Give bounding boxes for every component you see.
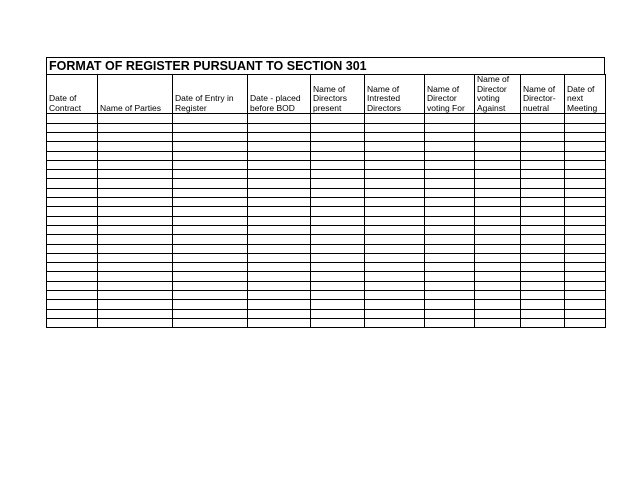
table-row — [47, 235, 606, 244]
table-cell[interactable] — [365, 309, 425, 318]
table-cell[interactable] — [173, 253, 248, 262]
table-cell[interactable] — [425, 309, 475, 318]
table-cell[interactable] — [565, 291, 606, 300]
table-cell[interactable] — [475, 207, 521, 216]
table-cell[interactable] — [475, 179, 521, 188]
table-cell[interactable] — [98, 142, 173, 151]
table-row — [47, 225, 606, 234]
table-cell[interactable] — [521, 142, 565, 151]
table-cell[interactable] — [521, 272, 565, 281]
table-row — [47, 188, 606, 197]
table-cell[interactable] — [475, 318, 521, 327]
table-cell[interactable] — [365, 151, 425, 160]
table-cell[interactable] — [365, 207, 425, 216]
table-cell[interactable] — [475, 263, 521, 272]
table-cell[interactable] — [311, 142, 365, 151]
table-cell[interactable] — [248, 142, 311, 151]
register-table — [46, 74, 606, 328]
table-cell[interactable] — [47, 309, 98, 318]
table-cell[interactable] — [248, 179, 311, 188]
table-row — [47, 207, 606, 216]
col-date-of-entry: Date of Entry in Register — [173, 75, 248, 114]
table-cell[interactable] — [565, 151, 606, 160]
table-cell[interactable] — [173, 114, 248, 123]
table-cell[interactable] — [98, 281, 173, 290]
table-cell[interactable] — [311, 132, 365, 141]
table-cell[interactable] — [248, 198, 311, 207]
table-cell[interactable] — [565, 235, 606, 244]
table-cell[interactable] — [425, 253, 475, 262]
table-cell[interactable] — [47, 216, 98, 225]
table-cell[interactable] — [475, 272, 521, 281]
table-cell[interactable] — [98, 300, 173, 309]
table-row — [47, 216, 606, 225]
table-cell[interactable] — [248, 207, 311, 216]
table-cell[interactable] — [248, 132, 311, 141]
table-cell[interactable] — [475, 142, 521, 151]
table-cell[interactable] — [311, 225, 365, 234]
table-cell[interactable] — [565, 216, 606, 225]
col-directors-present: Name of Directors present — [311, 75, 365, 114]
table-cell[interactable] — [98, 198, 173, 207]
table-cell[interactable] — [311, 123, 365, 132]
table-cell[interactable] — [521, 216, 565, 225]
table-cell[interactable] — [475, 188, 521, 197]
table-cell[interactable] — [565, 318, 606, 327]
col-voting-for: Name of Director voting For — [425, 75, 475, 114]
table-cell[interactable] — [311, 272, 365, 281]
table-cell[interactable] — [311, 114, 365, 123]
col-name-of-parties: Name of Parties — [98, 75, 173, 114]
register-sheet — [46, 57, 605, 328]
table-cell[interactable] — [521, 114, 565, 123]
table-cell[interactable] — [521, 160, 565, 169]
table-cell[interactable] — [425, 235, 475, 244]
table-cell[interactable] — [475, 235, 521, 244]
table-cell[interactable] — [98, 170, 173, 179]
table-cell[interactable] — [565, 179, 606, 188]
table-row — [47, 179, 606, 188]
table-cell[interactable] — [98, 225, 173, 234]
table-cell[interactable] — [425, 160, 475, 169]
table-cell[interactable] — [248, 188, 311, 197]
table-cell[interactable] — [248, 272, 311, 281]
table-cell[interactable] — [47, 132, 98, 141]
table-cell[interactable] — [565, 272, 606, 281]
table-cell[interactable] — [565, 170, 606, 179]
col-voting-against: Name of Director voting Against — [475, 75, 521, 114]
table-row — [47, 300, 606, 309]
table-cell[interactable] — [565, 263, 606, 272]
table-cell[interactable] — [98, 244, 173, 253]
table-row — [47, 309, 606, 318]
table-cell[interactable] — [521, 263, 565, 272]
table-cell[interactable] — [173, 216, 248, 225]
table-cell[interactable] — [311, 291, 365, 300]
table-cell[interactable] — [311, 281, 365, 290]
table-cell[interactable] — [565, 132, 606, 141]
col-interested-directors: Name of Intrested Directors — [365, 75, 425, 114]
table-row — [47, 170, 606, 179]
table-row — [47, 253, 606, 262]
table-cell[interactable] — [173, 123, 248, 132]
table-cell[interactable] — [47, 281, 98, 290]
table-cell[interactable] — [311, 207, 365, 216]
table-cell[interactable] — [425, 114, 475, 123]
col-date-of-contract: Date of Contract — [47, 75, 98, 114]
table-cell[interactable] — [365, 198, 425, 207]
table-cell[interactable] — [47, 142, 98, 151]
table-cell[interactable] — [98, 160, 173, 169]
table-cell[interactable] — [47, 179, 98, 188]
table-cell[interactable] — [173, 142, 248, 151]
table-cell[interactable] — [565, 160, 606, 169]
table-cell[interactable] — [565, 253, 606, 262]
table-cell[interactable] — [173, 291, 248, 300]
table-cell[interactable] — [425, 272, 475, 281]
table-cell[interactable] — [565, 198, 606, 207]
register-body — [47, 114, 606, 328]
table-cell[interactable] — [365, 244, 425, 253]
table-cell[interactable] — [565, 309, 606, 318]
table-cell[interactable] — [98, 235, 173, 244]
table-row — [47, 291, 606, 300]
table-cell[interactable] — [248, 225, 311, 234]
table-cell[interactable] — [173, 198, 248, 207]
table-cell[interactable] — [475, 170, 521, 179]
table-row — [47, 318, 606, 327]
table-cell[interactable] — [475, 309, 521, 318]
table-row — [47, 281, 606, 290]
table-cell[interactable] — [365, 291, 425, 300]
table-cell[interactable] — [425, 207, 475, 216]
table-cell[interactable] — [173, 281, 248, 290]
table-cell[interactable] — [98, 179, 173, 188]
table-cell[interactable] — [365, 281, 425, 290]
table-cell[interactable] — [98, 132, 173, 141]
table-cell[interactable] — [475, 244, 521, 253]
table-cell[interactable] — [365, 300, 425, 309]
table-cell[interactable] — [425, 188, 475, 197]
table-cell[interactable] — [311, 179, 365, 188]
table-cell[interactable] — [425, 281, 475, 290]
table-cell[interactable] — [475, 151, 521, 160]
table-cell[interactable] — [425, 170, 475, 179]
table-cell[interactable] — [173, 207, 248, 216]
table-cell[interactable] — [173, 132, 248, 141]
table-cell[interactable] — [47, 198, 98, 207]
table-cell[interactable] — [365, 216, 425, 225]
col-date-placed-before-bod: Date - placed before BOD — [248, 75, 311, 114]
table-cell[interactable] — [248, 160, 311, 169]
table-cell[interactable] — [248, 114, 311, 123]
table-cell[interactable] — [565, 142, 606, 151]
table-cell[interactable] — [311, 188, 365, 197]
table-cell[interactable] — [425, 300, 475, 309]
table-cell[interactable] — [521, 309, 565, 318]
table-cell[interactable] — [521, 253, 565, 262]
table-cell[interactable] — [365, 123, 425, 132]
table-cell[interactable] — [425, 179, 475, 188]
table-cell[interactable] — [173, 160, 248, 169]
table-cell[interactable] — [173, 235, 248, 244]
table-cell[interactable] — [248, 300, 311, 309]
table-cell[interactable] — [521, 318, 565, 327]
table-cell[interactable] — [98, 114, 173, 123]
table-cell[interactable] — [98, 188, 173, 197]
table-cell[interactable] — [365, 272, 425, 281]
table-row — [47, 160, 606, 169]
table-cell[interactable] — [521, 281, 565, 290]
table-cell[interactable] — [98, 272, 173, 281]
table-cell[interactable] — [565, 300, 606, 309]
table-cell[interactable] — [311, 216, 365, 225]
table-row — [47, 142, 606, 151]
table-cell[interactable] — [98, 309, 173, 318]
table-cell[interactable] — [98, 263, 173, 272]
table-cell[interactable] — [173, 170, 248, 179]
table-cell[interactable] — [173, 179, 248, 188]
table-cell[interactable] — [311, 300, 365, 309]
table-cell[interactable] — [521, 291, 565, 300]
table-cell[interactable] — [311, 160, 365, 169]
table-cell[interactable] — [311, 151, 365, 160]
table-cell[interactable] — [47, 272, 98, 281]
table-cell[interactable] — [98, 291, 173, 300]
table-row — [47, 151, 606, 160]
register-title: FORMAT OF REGISTER PURSUANT TO SECTION 301 — [46, 57, 605, 74]
table-cell[interactable] — [248, 291, 311, 300]
table-cell[interactable] — [521, 132, 565, 141]
table-cell[interactable] — [475, 132, 521, 141]
table-cell[interactable] — [475, 225, 521, 234]
table-cell[interactable] — [173, 272, 248, 281]
table-cell[interactable] — [98, 318, 173, 327]
table-cell[interactable] — [475, 160, 521, 169]
table-cell[interactable] — [47, 160, 98, 169]
table-cell[interactable] — [47, 263, 98, 272]
table-cell[interactable] — [248, 253, 311, 262]
table-cell[interactable] — [425, 151, 475, 160]
table-cell[interactable] — [248, 309, 311, 318]
col-next-meeting: Date of next Meeting — [565, 75, 606, 114]
table-cell[interactable] — [521, 225, 565, 234]
table-cell[interactable] — [521, 188, 565, 197]
table-cell[interactable] — [425, 123, 475, 132]
table-cell[interactable] — [248, 235, 311, 244]
table-cell[interactable] — [248, 216, 311, 225]
table-cell[interactable] — [425, 198, 475, 207]
table-row — [47, 114, 606, 123]
table-cell[interactable] — [425, 142, 475, 151]
table-cell[interactable] — [475, 114, 521, 123]
table-cell[interactable] — [365, 263, 425, 272]
table-cell[interactable] — [425, 216, 475, 225]
table-row — [47, 123, 606, 132]
table-cell[interactable] — [565, 188, 606, 197]
table-cell[interactable] — [98, 123, 173, 132]
table-row — [47, 132, 606, 141]
table-row — [47, 198, 606, 207]
table-cell[interactable] — [173, 225, 248, 234]
table-cell[interactable] — [248, 318, 311, 327]
table-cell[interactable] — [475, 198, 521, 207]
table-cell[interactable] — [365, 132, 425, 141]
table-cell[interactable] — [248, 244, 311, 253]
table-cell[interactable] — [521, 244, 565, 253]
table-cell[interactable] — [311, 170, 365, 179]
table-cell[interactable] — [475, 291, 521, 300]
table-cell[interactable] — [521, 300, 565, 309]
table-row — [47, 272, 606, 281]
table-cell[interactable] — [248, 170, 311, 179]
table-cell[interactable] — [47, 318, 98, 327]
table-cell[interactable] — [47, 188, 98, 197]
table-cell[interactable] — [311, 263, 365, 272]
table-cell[interactable] — [311, 244, 365, 253]
table-cell[interactable] — [311, 309, 365, 318]
table-cell[interactable] — [365, 188, 425, 197]
table-cell[interactable] — [47, 207, 98, 216]
table-cell[interactable] — [47, 151, 98, 160]
table-cell[interactable] — [365, 253, 425, 262]
table-cell[interactable] — [173, 263, 248, 272]
table-cell[interactable] — [173, 318, 248, 327]
table-cell[interactable] — [565, 225, 606, 234]
table-cell[interactable] — [425, 225, 475, 234]
table-cell[interactable] — [565, 114, 606, 123]
table-row — [47, 263, 606, 272]
table-cell[interactable] — [98, 151, 173, 160]
table-cell[interactable] — [521, 235, 565, 244]
table-cell[interactable] — [311, 253, 365, 262]
table-cell[interactable] — [47, 114, 98, 123]
table-cell[interactable] — [475, 253, 521, 262]
table-cell[interactable] — [311, 235, 365, 244]
table-cell[interactable] — [521, 198, 565, 207]
table-cell[interactable] — [47, 123, 98, 132]
header-row — [47, 75, 606, 114]
table-cell[interactable] — [521, 179, 565, 188]
table-cell[interactable] — [173, 188, 248, 197]
table-cell[interactable] — [47, 300, 98, 309]
table-cell[interactable] — [98, 207, 173, 216]
table-cell[interactable] — [475, 281, 521, 290]
table-cell[interactable] — [47, 170, 98, 179]
table-cell[interactable] — [311, 198, 365, 207]
table-cell[interactable] — [173, 300, 248, 309]
table-cell[interactable] — [47, 253, 98, 262]
table-cell[interactable] — [47, 225, 98, 234]
table-cell[interactable] — [365, 318, 425, 327]
table-cell[interactable] — [47, 244, 98, 253]
table-row — [47, 244, 606, 253]
table-cell[interactable] — [365, 170, 425, 179]
table-cell[interactable] — [173, 244, 248, 253]
table-cell[interactable] — [565, 207, 606, 216]
table-cell[interactable] — [425, 263, 475, 272]
table-cell[interactable] — [365, 160, 425, 169]
table-cell[interactable] — [565, 281, 606, 290]
table-cell[interactable] — [248, 123, 311, 132]
table-cell[interactable] — [475, 216, 521, 225]
table-cell[interactable] — [425, 244, 475, 253]
table-cell[interactable] — [521, 151, 565, 160]
table-cell[interactable] — [475, 300, 521, 309]
table-cell[interactable] — [521, 170, 565, 179]
table-cell[interactable] — [565, 244, 606, 253]
table-cell[interactable] — [521, 123, 565, 132]
table-cell[interactable] — [173, 309, 248, 318]
table-cell[interactable] — [365, 225, 425, 234]
table-cell[interactable] — [521, 207, 565, 216]
table-cell[interactable] — [47, 235, 98, 244]
table-cell[interactable] — [425, 318, 475, 327]
table-cell[interactable] — [248, 263, 311, 272]
table-cell[interactable] — [173, 151, 248, 160]
table-cell[interactable] — [425, 291, 475, 300]
table-cell[interactable] — [311, 318, 365, 327]
table-cell[interactable] — [565, 123, 606, 132]
table-cell[interactable] — [365, 235, 425, 244]
col-director-neutral: Name of Director- nuetral — [521, 75, 565, 114]
table-cell[interactable] — [475, 123, 521, 132]
table-cell[interactable] — [365, 179, 425, 188]
table-cell[interactable] — [98, 253, 173, 262]
table-cell[interactable] — [248, 151, 311, 160]
table-cell[interactable] — [98, 216, 173, 225]
table-cell[interactable] — [365, 114, 425, 123]
table-cell[interactable] — [47, 291, 98, 300]
table-cell[interactable] — [248, 281, 311, 290]
table-cell[interactable] — [365, 142, 425, 151]
table-cell[interactable] — [425, 132, 475, 141]
